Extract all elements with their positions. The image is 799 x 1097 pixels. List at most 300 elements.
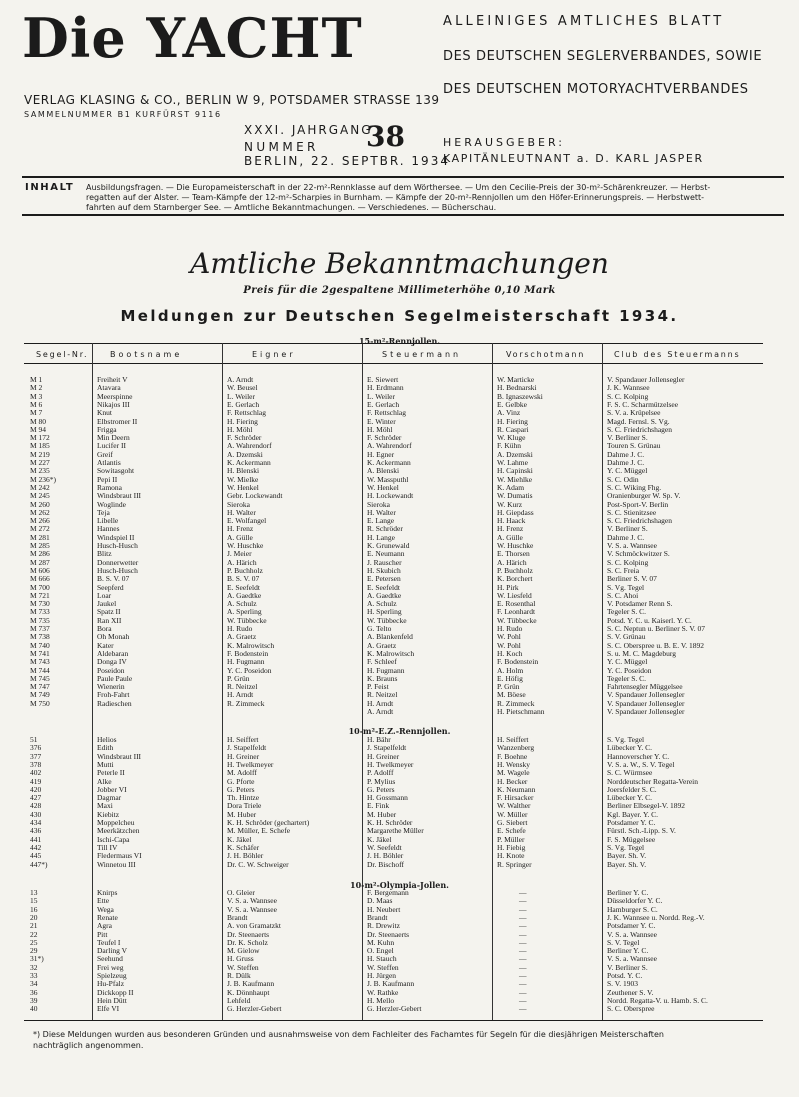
cell-boat-name: Radieschen [97,698,132,708]
column-divider [602,343,603,1020]
cell-owner: W. Tübbecke [227,615,267,625]
cell-club: Lübecker Y. C. [607,793,652,803]
cell-club: V. Schmöckwitzer S. [607,549,670,559]
cell-club: Nordd. Regatta-V. u. Hamb. S. C. [607,995,708,1005]
cell-helmsman: H. Erdmann [367,383,404,393]
cell-crew: H. Knote [497,851,525,861]
cell-club: V. Spandauer Jollensegler [607,690,685,700]
cell-club: Y. C. Poseidon [607,665,652,675]
cell-owner: J. B. Kaufmann [227,979,275,989]
cell-sail-number: M 700 [30,582,50,592]
cell-crew: K. Adam [497,482,525,492]
cell-sail-number: M 730 [30,599,50,609]
cell-helmsman: H. Lockewandt [367,491,414,501]
cell-sail-number: M 242 [30,482,50,492]
cell-boat-name: Donga IV [97,657,127,667]
cell-owner: Th. Hintze [227,793,260,803]
cell-helmsman: W. Henkel [367,482,399,492]
cell-club: S. C. Freia [607,565,640,575]
column-divider [92,343,93,1020]
cell-boat-name: Elfe VI [97,1004,120,1014]
cell-crew: M. Böese [497,690,526,700]
cell-crew: Wanzenberg [497,743,535,753]
cell-helmsman: R. Neitzel [367,690,398,700]
cell-sail-number: M 2 [30,383,43,393]
cell-sail-number: 29 [30,946,38,956]
cell-club: Tegeler S. C. [607,673,647,683]
cell-sail-number: M 287 [30,557,50,567]
cell-sail-number: 36 [30,987,38,997]
cell-crew: H. Giepdass [497,507,534,517]
cell-crew: W. Dumatis [497,491,533,501]
cell-crew: — [519,987,527,997]
cell-owner: W. Steffen [227,962,259,972]
cell-boat-name: Oh Monah [97,632,130,642]
cell-club: Y. C. Müggel [607,466,648,476]
cell-owner: M. Adolff [227,768,257,778]
cell-boat-name: Frei weg [97,962,124,972]
cell-owner: J. Stapelfeldt [227,743,267,753]
cell-owner: W. Henkel [227,482,259,492]
cell-sail-number: M 6 [30,399,43,409]
cell-club: V. Berliner S. [607,524,648,534]
cell-crew: W. Müller [497,809,528,819]
cell-owner: W. Huschke [227,541,264,550]
cell-sail-number: M 744 [30,665,50,675]
cell-crew: W. Marticke [497,375,535,384]
cell-boat-name: Windspiel II [97,532,135,542]
cell-helmsman: A. Graetz [367,640,397,650]
column-header-helmsman: Steuermann [382,350,462,359]
cell-helmsman: M. Huber [367,809,397,819]
column-divider [362,343,363,1020]
cell-sail-number: 31*) [30,954,44,964]
cell-crew: — [519,1004,527,1014]
cell-owner: Brandt [227,912,248,922]
cell-crew: A. Holm [497,665,524,675]
cell-crew: — [519,995,527,1005]
cell-boat-name: Bora [97,624,112,633]
cell-owner: A. Gülle [227,532,253,542]
cell-helmsman: Sieroka [367,499,390,509]
cell-helmsman: W. Steffen [367,962,399,972]
cell-boat-name: Atlantis [97,458,121,467]
cell-owner: E. Wolfangel [227,516,267,526]
cell-boat-name: Atavara [97,383,121,393]
cell-sail-number: M 262 [30,507,50,517]
cell-sail-number: 21 [30,921,38,931]
cell-crew: R. Caspari [497,424,529,434]
cell-helmsman: H. Gossmann [367,793,408,803]
cell-sail-number: 376 [30,743,42,753]
cell-crew: — [519,971,527,980]
cell-club: S. C. Würmsee [607,768,653,778]
cell-helmsman: P. Feist [367,682,389,692]
cell-boat-name: Libelle [97,516,119,526]
cell-owner: W. Beusel [227,383,258,393]
cell-helmsman: M. Kuhn [367,937,395,947]
cell-club: S. V. a. Krüpelsee [607,408,661,418]
entries-heading: Meldungen zur Deutschen Segelmeisterschaft 1934. [120,307,679,325]
cell-crew: F. Leonhardt [497,607,536,617]
cell-boat-name: Hannes [97,524,120,534]
cell-boat-name: Winnetou III [97,859,136,869]
cell-helmsman: F. Schleef [367,657,397,667]
cell-sail-number: M 737 [30,624,50,633]
issue-date: BERLIN, 22. SEPTBR. 1934 [244,154,450,168]
cell-owner: Y. C. Poseidon [227,665,272,675]
cell-boat-name: Moppelcheu [97,818,135,827]
cell-owner: A. Arndt [227,375,254,384]
cell-sail-number: M 245 [30,491,50,501]
cell-boat-name: Sowitasgoht [97,466,135,476]
cell-owner: A. Gaedtke [227,590,262,600]
cell-owner: H. Frenz [227,524,254,534]
cell-helmsman: E. Petersen [367,574,401,584]
section-title: 10-m²-E.Z.-Rennjollen. [348,726,451,736]
cell-club: Tegeler S. C. [607,607,647,617]
cell-club: Kgl. Bayer. Y. C. [607,809,659,819]
cell-helmsman: Dr. Bischoff [367,859,404,869]
cell-crew: P. Buchholz [497,565,533,575]
cell-sail-number: 441 [30,834,42,844]
cell-sail-number: 428 [30,801,42,811]
cell-sail-number: 377 [30,751,42,761]
cell-boat-name: Windsbraut III [97,491,142,501]
column-header-sail-number: Segel-Nr. [36,350,89,359]
cell-sail-number: M 7 [30,408,43,418]
cell-boat-name: Greif [97,449,113,459]
cell-boat-name: Wega [97,904,114,914]
cell-boat-name: Darling V [97,946,128,956]
cell-helmsman: A. Schulz [367,599,397,609]
cell-club: Bayer. Sh. V. [607,851,647,861]
cell-crew: — [519,912,527,922]
cell-crew: A. Härich [497,557,527,567]
cell-boat-name: Helios [97,735,117,744]
cell-crew: H. Seiffert [497,735,529,744]
cell-club: Potsd. Y. C. u. Kaiserl. Y. C. [607,615,692,625]
cell-club: S. Vg. Tegel [607,582,645,592]
cell-boat-name: Peterle II [97,768,125,778]
cell-owner: L. Weiler [227,391,255,401]
cell-owner: J. H. Böhler [227,851,264,861]
cell-sail-number: M 3 [30,391,43,401]
cell-helmsman: K. Ackermann [367,458,411,467]
cell-owner: Dr. K. Scholz [227,937,268,947]
cell-sail-number: M 721 [30,590,50,600]
cell-helmsman: E. Neumann [367,549,405,559]
cell-boat-name: Kater [97,640,114,650]
cell-boat-name: Blitz [97,549,112,559]
cell-sail-number: 34 [30,979,38,989]
cell-club: S. C. Kolping [607,391,649,401]
cell-crew: W. Liesfeld [497,590,532,600]
cell-helmsman: G. Herzler-Gebert [367,1004,422,1014]
official-organ-line-3: DES DEUTSCHEN MOTORYACHTVERBANDES [443,82,749,97]
cell-crew: H. Bednarski [497,383,537,393]
cell-sail-number: 15 [30,896,38,906]
issue-number: 38 [366,120,405,153]
cell-sail-number: M 235 [30,466,50,476]
cell-sail-number: 13 [30,888,38,897]
cell-boat-name: Donnerwetter [97,557,139,567]
cell-helmsman: R. Drewitz [367,921,400,931]
cell-club: S. V. 1903 [607,979,638,989]
cell-sail-number: M 733 [30,607,50,617]
cell-owner: K. Malrowitsch [227,640,275,650]
cell-club: Lübecker Y. C. [607,743,652,753]
cell-club: Oranienburger W. Sp. V. [607,491,681,501]
cell-helmsman: K. Malrowitsch [367,648,415,658]
cell-sail-number: 430 [30,809,42,819]
cell-sail-number: 402 [30,768,42,778]
cell-helmsman: G. Telto [367,624,392,633]
cell-sail-number: 436 [30,826,42,836]
cell-club: S. C. Oberspree [607,1004,655,1014]
cell-owner: Dr. Steenaerts [227,929,270,939]
cell-sail-number: 378 [30,759,42,769]
cell-helmsman: H. Egner [367,449,395,459]
cell-owner: K. H. Schröder (gechartert) [227,818,310,827]
cell-helmsman: H. Stauch [367,954,397,964]
cell-club: Dahme J. C. [607,532,645,542]
cell-sail-number: 39 [30,995,38,1005]
cell-club: V. Potsdamer Renn S. [607,599,673,609]
cell-club: V. S. a. Wannsee [607,541,657,550]
cell-helmsman: H. Walter [367,507,396,517]
cell-sail-number: M 747 [30,682,50,692]
masthead-logo: Die YACHT [22,6,363,70]
cell-boat-name: B. S. V. 07 [97,574,130,584]
cell-boat-name: Maxi [97,801,113,811]
cell-club: Bayer. Sh. V. [607,859,647,869]
cell-boat-name: Windsbraut III [97,751,142,761]
cell-sail-number: 427 [30,793,42,803]
publisher-address: VERLAG KLASING & CO., BERLIN W 9, POTSDAMER STRASSE 139 [24,93,440,107]
cell-sail-number: 434 [30,818,42,827]
editor-label: HERAUSGEBER: [443,136,565,149]
cell-boat-name: Dickkopp II [97,987,134,997]
cell-helmsman: H. Neubert [367,904,401,914]
cell-boat-name: Jobber VI [97,784,127,794]
cell-helmsman: H. Arndt [367,698,394,708]
cell-boat-name: Woglinde [97,499,126,509]
cell-owner: G. Peters [227,784,255,794]
cell-sail-number: M 606 [30,565,50,575]
cell-club: Berliner Elbsegel-V. 1892 [607,801,685,811]
issue-number-label: NUMMER [244,140,319,154]
cell-owner: K. Schäfer [227,842,260,852]
cell-sail-number: M 80 [30,416,47,426]
cell-owner: E. Seefeldt [227,582,260,592]
cell-crew: E. Höfig [497,673,523,683]
cell-crew: E. Thorsen [497,549,530,559]
cell-crew: W. Miehlke [497,474,533,484]
section-title: 10-m²-Olympia-Jollen. [350,880,449,890]
table-header-rule [24,363,763,364]
cell-crew: F. Kühn [497,441,521,451]
contents-line: Ausbildungsfragen. — Die Europameisterschaft in der 22-m²-Rennklasse auf dem Wörthersee. — Um den Cecilie-Preis der 30-m²-Schärenkreuzer. — Herbst- [86,183,711,192]
cell-owner: K. Jäkel [227,834,252,844]
cell-boat-name: Dagmar [97,793,122,803]
cell-owner: V. S. a. Wannsee [227,904,277,914]
cell-boat-name: Hein Dütt [97,995,127,1005]
cell-boat-name: Edith [97,743,114,753]
cell-owner: Dr. C. W. Schweiger [227,859,289,869]
cell-sail-number: 447*) [30,859,48,869]
editor-name: KAPITÄNLEUTNANT a. D. KARL JASPER [443,152,704,165]
cell-club: V. Spandauer Jollensegler [607,375,685,384]
cell-boat-name: Wienerin [97,682,125,692]
cell-sail-number: M 272 [30,524,50,534]
cell-club: Berliner Y. C. [607,946,649,956]
cell-helmsman: K. Brauns [367,673,398,683]
cell-crew: M. Wagele [497,768,530,778]
cell-owner: E. Gerlach [227,399,260,409]
cell-sail-number: 442 [30,842,42,852]
cell-sail-number: 32 [30,962,38,972]
cell-helmsman: H. Twelkmeyer [367,759,414,769]
cell-boat-name: Agra [97,921,112,931]
cell-crew: W. Tübbecke [497,615,537,625]
cell-owner: V. S. a. Wannsee [227,896,277,906]
cell-boat-name: Ran XII [97,615,122,625]
cell-boat-name: Jaukel [97,599,117,609]
cell-crew: H. Capinski [497,466,533,476]
cell-helmsman: P. Mylius [367,776,396,786]
cell-boat-name: Seepferd [97,582,124,592]
cell-owner: A. Härich [227,557,257,567]
cell-sail-number: M 266 [30,516,50,526]
cell-boat-name: Ette [97,896,110,906]
cell-club: Post-Sport-V. Berlin [607,499,669,509]
cell-helmsman: F. Schröder [367,433,402,443]
cell-boat-name: Meerspinne [97,391,133,401]
cell-sail-number: M 743 [30,657,50,667]
cell-helmsman: Brandt [367,912,388,922]
cell-crew: A. Gülle [497,532,523,542]
contents-line: regatten auf der Alster. — Team-Kämpfe der 12-m²-Scharpies in Burnham. — Kämpfe der 20-m²-Rennjollen um den Höfer-Erinnerungspreis. — Herbstwett- [86,193,705,202]
cell-boat-name: Teufel I [97,937,121,947]
cell-helmsman: H. Möhl [367,424,393,434]
cell-owner: B. S. V. 07 [227,574,260,584]
cell-boat-name: Knut [97,408,112,418]
cell-club: S. C. Wiking Fhg. [607,482,662,492]
cell-club: Magd. Fernsl. S. Vg. [607,416,670,426]
cell-club: S. C. Neptun u. Berliner S. V. 07 [607,624,706,633]
cell-helmsman: Margarethe Müller [367,826,424,836]
cell-owner: A. Schulz [227,599,257,609]
cell-helmsman: W. Massputhl [367,474,409,484]
cell-boat-name: Ramona [97,482,122,492]
cell-owner: M. Huber [227,809,257,819]
cell-sail-number: 20 [30,912,38,922]
cell-boat-name: Frigga [97,424,117,434]
cell-helmsman: A. Blenski [367,466,400,476]
volume-year: XXXI. JAHRGANG [244,123,373,137]
telephone-number: SAMMELNUMMER B1 KURFÜRST 9116 [24,110,222,119]
cell-crew: H. Koch [497,648,523,658]
cell-crew: H. Haack [497,516,526,526]
cell-club: V. Spandauer Jollensegler [607,707,685,716]
cell-crew: — [519,888,527,897]
cell-owner: Sieroka [227,499,250,509]
cell-owner: A. Dzemski [227,449,263,459]
cell-helmsman: A. Wahrendorf [367,441,412,451]
cell-sail-number: 22 [30,929,38,939]
cell-club: V. S. a. Wannsee [607,929,657,939]
cell-club: V. Berliner S. [607,962,648,972]
cell-owner: K. Ackermann [227,458,271,467]
cell-club: J. K. Wannsee u. Nordd. Reg.-V. [607,912,705,922]
column-divider [222,343,223,1020]
cell-sail-number: 420 [30,784,42,794]
cell-sail-number: M 185 [30,441,50,451]
cell-owner: G. Pforte [227,776,255,786]
cell-sail-number: M 738 [30,632,50,642]
cell-boat-name: Min Deern [97,433,130,443]
cell-helmsman: H. Greiner [367,751,400,761]
cell-crew: — [519,937,527,947]
cell-owner: H. Rudo [227,624,253,633]
cell-club: S. C. Oberspree u. B. E. V. 1892 [607,640,705,650]
cell-crew: E. Gelbke [497,399,527,409]
contents-top-rule [22,176,784,178]
cell-club: Zeuthener S. V. [607,987,654,997]
cell-helmsman: E. Siewert [367,375,399,384]
cell-sail-number: 33 [30,971,38,980]
cell-crew: W. Lahme [497,458,528,467]
cell-crew: W. Kluge [497,433,526,443]
cell-sail-number: 25 [30,937,38,947]
cell-crew: W. Pohl [497,640,521,650]
cell-owner: F. Schröder [227,433,262,443]
cell-crew: E. Rosenthal [497,599,536,609]
cell-helmsman: W. Seefeldt [367,842,402,852]
cell-helmsman: O. Engel [367,946,394,956]
cell-helmsman: H. Bähr [367,735,391,744]
cell-boat-name: Loar [97,590,112,600]
cell-club: Dahme J. C. [607,449,645,459]
contents-label: INHALT [25,182,75,193]
cell-sail-number: 51 [30,735,38,744]
cell-sail-number: M 666 [30,574,50,584]
cell-helmsman: K. H. Schröder [367,818,413,827]
cell-sail-number: M 94 [30,424,47,434]
cell-sail-number: M 740 [30,640,50,650]
cell-owner: A. Graetz [227,632,257,642]
cell-boat-name: Spielzeug [97,971,127,980]
cell-boat-name: Spatz II [97,607,121,617]
cell-helmsman: P. Adolff [367,768,394,778]
cell-club: F. S. Müggelsee [607,834,656,844]
section-title: 15-m²-Rennjollen. [358,336,441,346]
cell-club: S. u. M. C. Magdeburg [607,648,677,658]
cell-owner: M. Gielow [227,946,260,956]
cell-crew: H. Pirk [497,582,519,592]
cell-boat-name: Husch-Husch [97,541,138,550]
cell-crew: F. Bodenstein [497,657,539,667]
cell-boat-name: Till IV [97,842,118,852]
cell-owner: H. Twelkmeyer [227,759,274,769]
cell-club: Hamburger S. C. [607,904,658,914]
cell-sail-number: M 750 [30,698,50,708]
cell-club: S. V. Tegel [607,937,640,947]
cell-owner: H. Arndt [227,690,254,700]
cell-owner: H. Seiffert [227,735,259,744]
cell-crew: — [519,979,527,989]
